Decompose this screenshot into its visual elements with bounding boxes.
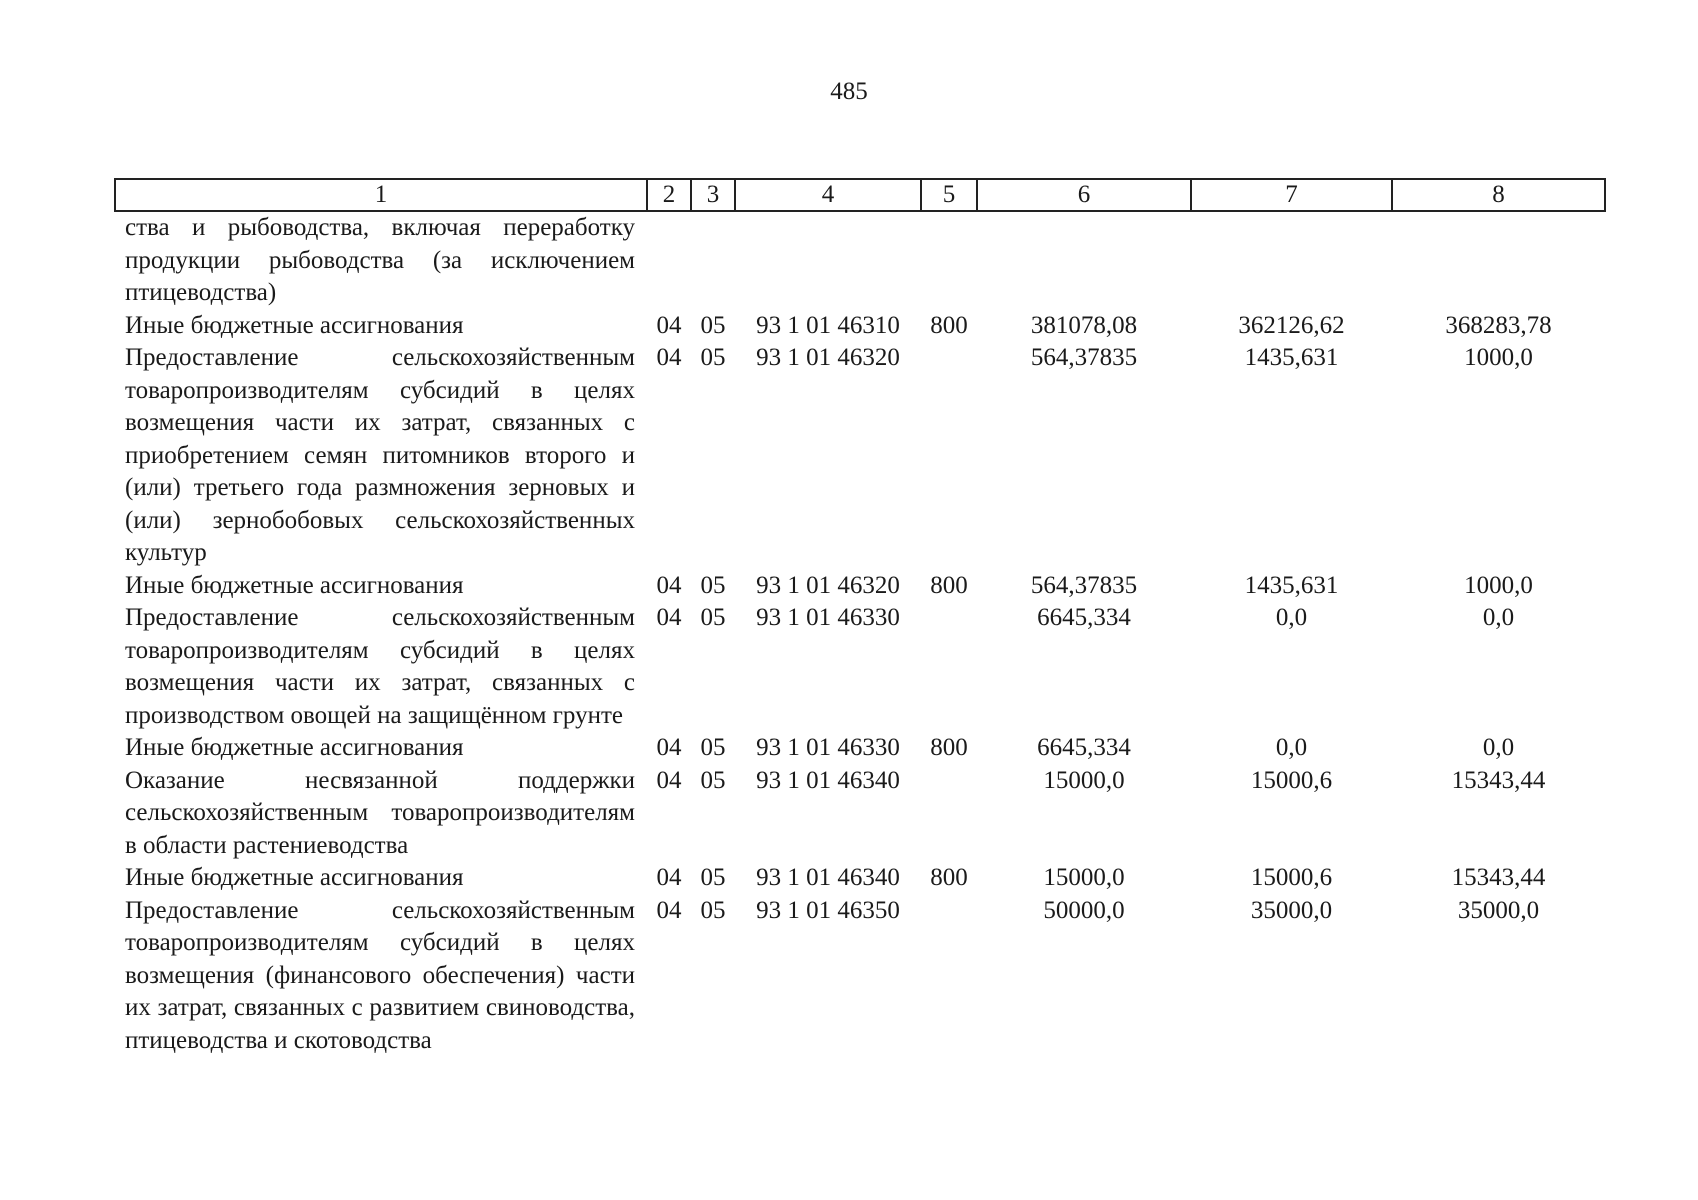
row-col-7: 1435,631 <box>1244 571 1339 599</box>
row-col-2: 04 <box>656 344 682 371</box>
row-col-8: 0,0 <box>1482 604 1515 631</box>
row-col-7: 1435,631 <box>1244 344 1339 371</box>
header-col-5: 5 <box>921 179 977 211</box>
header-col-4: 4 <box>735 179 921 211</box>
row-col-2: 04 <box>656 734 682 761</box>
row-col-3: 05 <box>700 896 726 924</box>
row-col-7: 0,0 <box>1275 604 1308 631</box>
header-col-7: 7 <box>1191 179 1392 211</box>
table-row <box>115 765 1605 863</box>
row-col-3 <box>691 211 735 310</box>
row-col-6: 50000,0 <box>1043 896 1125 924</box>
row-name: Предоставление сельскохозяйственным товаропроизводителям субсидий в целях возмещения части их затрат, связанных с производством овощей на защищённом грунте <box>125 604 635 729</box>
row-col-2: 04 <box>656 571 682 599</box>
row-col-2: 04 <box>656 864 682 891</box>
row-col-6 <box>977 211 1191 310</box>
row-col-2 <box>647 211 691 310</box>
row-col-8: 0,0 <box>1482 734 1515 761</box>
row-col-4: 93 1 01 46340 <box>756 864 900 891</box>
row-col-5: 800 <box>930 571 968 599</box>
row-col-3: 05 <box>700 311 726 339</box>
table-row <box>115 862 1605 895</box>
table-row <box>115 310 1605 343</box>
row-col-3: 05 <box>700 864 726 891</box>
table-row <box>115 570 1605 603</box>
row-col-4: 93 1 01 46310 <box>756 311 900 339</box>
row-col-3: 05 <box>700 571 726 599</box>
row-col-2: 04 <box>656 896 682 924</box>
row-col-3: 05 <box>700 344 726 371</box>
row-col-5 <box>921 765 977 863</box>
row-col-7: 35000,0 <box>1250 896 1333 924</box>
row-name: ства и рыбоводства, включая переработку продукции рыбоводства (за исключением птицеводства) <box>125 214 635 306</box>
row-col-4: 93 1 01 46320 <box>756 571 900 599</box>
row-col-6: 6645,334 <box>1037 604 1131 631</box>
row-col-5: 800 <box>930 311 968 339</box>
table-row <box>115 732 1605 765</box>
row-col-8: 1000,0 <box>1464 344 1533 371</box>
row-col-5: 800 <box>930 864 968 891</box>
row-name: Иные бюджетные ассигнования <box>125 864 464 891</box>
row-col-5 <box>921 211 977 310</box>
row-col-3: 05 <box>700 734 726 761</box>
budget-table <box>114 178 1606 1057</box>
table-body <box>115 211 1605 1057</box>
row-col-6: 15000,0 <box>1043 864 1125 891</box>
row-col-6: 15000,0 <box>1043 766 1125 794</box>
page-number: 485 <box>830 78 868 105</box>
row-name: Иные бюджетные ассигнования <box>125 311 464 339</box>
row-col-3: 05 <box>700 604 726 631</box>
row-col-4: 93 1 01 46320 <box>756 344 900 371</box>
header-col-8: 8 <box>1392 179 1605 211</box>
row-name: Предоставление сельскохозяйственным товаропроизводителям субсидий в целях возмещения (финансового обеспечения) части их затрат, связанных с развитием свиноводства, птицеводства и скотоводства <box>125 896 635 1054</box>
table-row <box>115 895 1605 1058</box>
header-col-3: 3 <box>691 179 735 211</box>
row-col-4 <box>735 211 921 310</box>
row-col-5 <box>921 895 977 1058</box>
table-row <box>115 342 1605 570</box>
row-col-2: 04 <box>656 311 682 339</box>
row-col-7: 362126,62 <box>1238 311 1345 339</box>
row-col-5 <box>921 602 977 732</box>
row-name: Иные бюджетные ассигнования <box>125 571 464 599</box>
table-row <box>115 602 1605 732</box>
row-col-8 <box>1392 211 1605 310</box>
row-col-8: 35000,0 <box>1457 896 1540 924</box>
row-col-4: 93 1 01 46350 <box>756 896 900 924</box>
row-col-8: 368283,78 <box>1445 311 1552 339</box>
row-col-4: 93 1 01 46330 <box>756 604 900 631</box>
row-col-8: 15343,44 <box>1451 766 1546 794</box>
row-col-5: 800 <box>930 734 968 761</box>
row-col-7 <box>1191 211 1392 310</box>
header-col-2: 2 <box>647 179 691 211</box>
row-name: Предоставление сельскохозяйственным товаропроизводителям субсидий в целях возмещения части их затрат, связанных с приобретением семян питомников второго и (или) третьего года размножения зерновых и (или) зернобобовых сельскохозяйственных культур <box>125 344 635 566</box>
row-name: Оказание несвязанной поддержки сельскохозяйственным товаропроизводителям в области растениеводства <box>125 766 635 859</box>
row-col-8: 1000,0 <box>1464 571 1533 599</box>
table-row <box>115 211 1605 310</box>
header-row <box>115 179 1605 211</box>
row-col-4: 93 1 01 46330 <box>756 734 900 761</box>
row-col-6: 564,37835 <box>1030 344 1138 371</box>
header-col-1: 1 <box>115 179 647 211</box>
row-col-6: 564,37835 <box>1030 571 1138 599</box>
row-col-8: 15343,44 <box>1451 864 1546 891</box>
row-col-3: 05 <box>700 766 726 794</box>
row-name: Иные бюджетные ассигнования <box>125 734 464 761</box>
row-col-7: 0,0 <box>1275 734 1308 761</box>
header-col-6: 6 <box>977 179 1191 211</box>
row-col-2: 04 <box>656 766 682 794</box>
row-col-2: 04 <box>656 604 682 631</box>
row-col-5 <box>921 342 977 570</box>
row-col-6: 6645,334 <box>1037 734 1131 761</box>
row-col-7: 15000,6 <box>1250 864 1333 891</box>
row-col-6: 381078,08 <box>1030 311 1138 339</box>
row-col-4: 93 1 01 46340 <box>756 766 900 794</box>
table-header <box>115 179 1605 211</box>
row-col-7: 15000,6 <box>1250 766 1333 794</box>
